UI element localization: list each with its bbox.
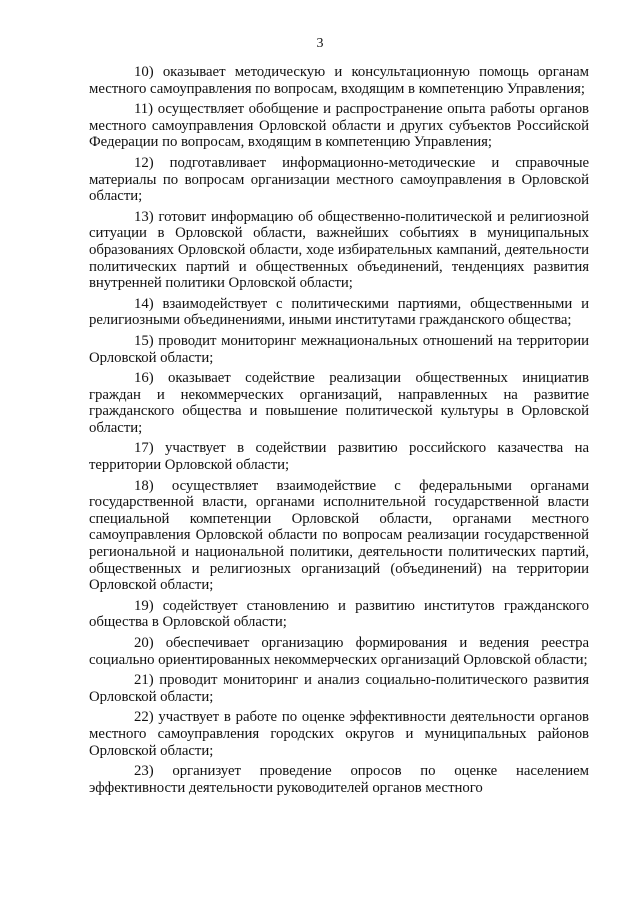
paragraph-item-11: 11) осуществляет обобщение и распространение опыта работы органов местного самоуправления Орловской области и других субъектов Российской Федерации по вопросам, входящим в компетенцию Управления; [89, 101, 589, 151]
paragraph-item-18: 18) осуществляет взаимодействие с федеральными органами государственной власти, органами исполнительной государственной власти специальной компетенции Орловской области, органами местного самоуправления Орловской области по вопросам реализации государственной региональной и национальной политики, деятельности политических партий, общественных и религиозных организаций (объединений) на территории Орловской области; [89, 477, 589, 594]
paragraph-item-20: 20) обеспечивает организацию формирования и ведения реестра социально ориентированных некоммерческих организаций Орловской области; [89, 635, 589, 668]
paragraph-item-10: 10) оказывает методическую и консультационную помощь органам местного самоуправления по вопросам, входящим в компетенцию Управления; [89, 64, 589, 97]
paragraph-item-13: 13) готовит информацию об общественно-политической и религиозной ситуации в Орловской области, важнейших событиях в муниципальных образованиях Орловской области, ходе избирательных кампаний, деятельности политических партий и общественных объединений, тенденциях развития внутренней политики Орловской области; [89, 208, 589, 292]
paragraph-item-12: 12) подготавливает информационно-методические и справочные материалы по вопросам организации местного самоуправления в Орловской области; [89, 154, 589, 205]
paragraph-item-21: 21) проводит мониторинг и анализ социально-политического развития Орловской области; [89, 672, 589, 705]
document-body [89, 64, 589, 796]
paragraph-item-16: 16) оказывает содействие реализации общественных инициатив граждан и некоммерческих организаций, направленных на развитие гражданского общества и повышение политической культуры в Орловской области; [89, 370, 589, 436]
page-number: 3 [316, 36, 324, 51]
paragraph-item-19: 19) содействует становлению и развитию институтов гражданского общества в Орловской области; [89, 597, 589, 631]
paragraph-item-17: 17) участвует в содействии развитию российского казачества на территории Орловской области; [89, 440, 589, 474]
paragraph-item-22: 22) участвует в работе по оценке эффективности деятельности органов местного самоуправления городских округов и муниципальных районов Орловской области; [89, 709, 589, 759]
paragraph-item-23: 23) организует проведение опросов по оценке населением эффективности деятельности руководителей органов местного [89, 763, 589, 796]
paragraph-item-14: 14) взаимодействует с политическими партиями, общественными и религиозными объединениями, иными институтами гражданского общества; [89, 295, 589, 329]
paragraph-item-15: 15) проводит мониторинг межнациональных отношений на территории Орловской области; [89, 332, 589, 366]
